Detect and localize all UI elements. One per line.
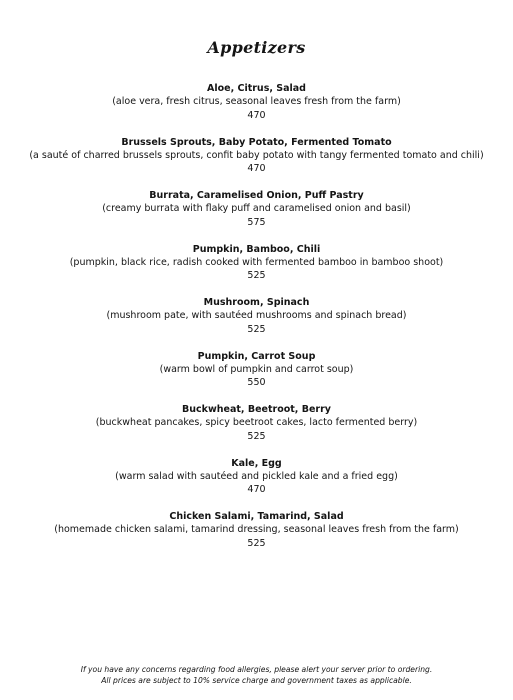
menu-item-list: [0, 82, 513, 564]
menu-item-name: Pumpkin, Carrot Soup: [197, 350, 316, 362]
menu-item-name: Aloe, Citrus, Salad: [206, 83, 306, 94]
menu-item-description: (buckwheat pancakes, spicy beetroot cakes, lacto fermented berry): [95, 417, 418, 429]
menu-item-description: (warm salad with sautéed and pickled kale and a fried egg): [115, 470, 398, 482]
menu-item-description: (a sauté of charred brussels sprouts, confit baby potato with tangy fermented tomato and chili): [29, 149, 484, 161]
menu-item-description: (pumpkin, black rice, radish cooked with fermented bamboo in bamboo shoot): [69, 256, 444, 268]
menu-item-price: 525: [247, 537, 266, 549]
menu-item: [0, 243, 513, 297]
menu-item: [0, 296, 513, 350]
menu-item: [0, 350, 513, 404]
menu-item: [0, 510, 513, 564]
menu-item: [0, 82, 513, 136]
menu-item: [0, 457, 513, 511]
menu-item-price: 575: [247, 216, 266, 228]
menu-item-description: (homemade chicken salami, tamarind dressing, seasonal leaves fresh from the farm): [54, 524, 459, 536]
menu-item-name: Kale, Egg: [231, 457, 282, 469]
menu-footer: [0, 664, 513, 686]
menu-item-description: (creamy burrata with flaky puff and caramelised onion and basil): [102, 203, 411, 215]
menu-item-name: Buckwheat, Beetroot, Berry: [182, 404, 331, 415]
menu-item-price: 550: [247, 377, 266, 389]
menu-item: [0, 136, 513, 190]
menu-item: [0, 403, 513, 457]
menu-item-price: 470: [247, 484, 266, 496]
service-charge-notice: All prices are subject to 10% service charge and government taxes as applicable.: [101, 676, 412, 685]
menu-item-description: (aloe vera, fresh citrus, seasonal leaves fresh from the farm): [112, 96, 401, 108]
menu-item-name: Brussels Sprouts, Baby Potato, Fermented Tomato: [121, 136, 392, 148]
menu-item-price: 470: [247, 109, 266, 121]
menu-item-name: Pumpkin, Bamboo, Chili: [192, 243, 321, 255]
menu-section-title: Appetizers: [207, 38, 306, 57]
allergy-notice: If you have any concerns regarding food allergies, please alert your server prior to ordering.: [80, 665, 433, 674]
menu-item-price: 525: [247, 270, 266, 282]
menu-item-name: Chicken Salami, Tamarind, Salad: [169, 511, 344, 522]
menu-item-name: Burrata, Caramelised Onion, Puff Pastry: [149, 190, 364, 201]
menu-item-description: (warm bowl of pumpkin and carrot soup): [159, 363, 354, 375]
menu-item-description: (mushroom pate, with sautéed mushrooms and spinach bread): [106, 310, 407, 322]
menu-item-price: 525: [247, 430, 266, 442]
menu-item-name: Mushroom, Spinach: [203, 297, 310, 308]
menu-item: [0, 189, 513, 243]
menu-item-price: 525: [247, 323, 266, 335]
menu-item-price: 470: [247, 163, 266, 175]
